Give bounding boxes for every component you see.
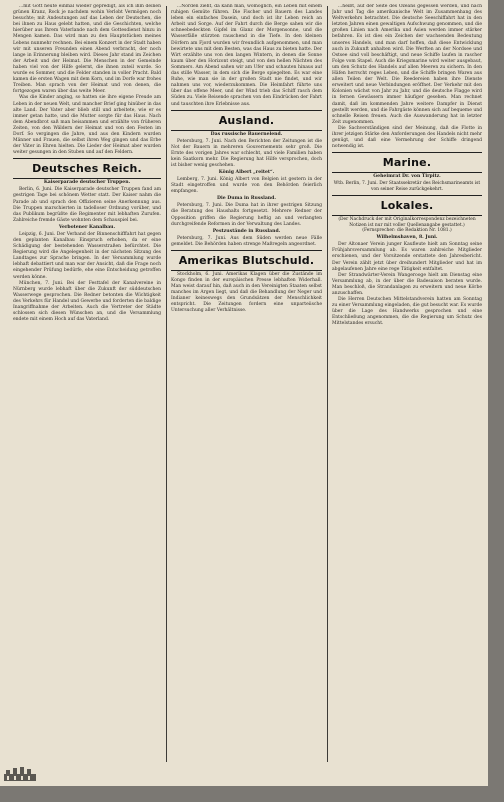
article-subheading: Kaiserparade deutscher Truppen. [43, 180, 131, 186]
article-text: Lemberg, 7. Juni. König Albert von Belgien ist gestern in der Stadt eingetroffen und wurde von den Behörden feierlich empfangen. [171, 177, 322, 195]
article-subheading: Verbotener Kanalbau. [58, 224, 116, 230]
body-text: ...mit Gott heute einmal wieder gepredigt, als ich ihm deinen grünen Kranz, Rock je nachdem wohin Verlobt Vermögen noch besuchte; mit Andeutungen auf das Leben der Deutschen, die bei ihnen zu Haus gelebt hatten, und die Geschichten, welche hierüber aus Ihrem Vaterlande nach dem Gottesdienst hinzu in Mengen kamen. Das wird man zu den Hauptstücken meines Lebens nunmehr rechnen. Bei einem Konzert in der Stadt haben wir mit unseren Freunden einen Abend verbracht, der noch lange in Erinnerung bleiben wird. Dieses Jahr stand im Zeichen der Arbeit und der Heimat. Die Menschen in der Gemeinde haben viel von der Hilfe gelernt, die ihnen zuteil wurde. So wurde es Sommer, und die Felder standen in voller Pracht. Bald kamen die ersten Wagen mit dem Korn, und im Dorfe war frohes Treiben. Man sprach von der Heimat und von denen, die fortgezogen waren über das weite Meer. [13, 4, 161, 95]
section-heading-box [332, 195, 482, 216]
body-text: ...Norden zieht, da kann man, womöglich, ein Leben mit einem ruhigen Gemüte führen. Die Fischer und Bauern des Landes leben ein einfaches Dasein, und doch ist ihr Leben reich an Arbeit und Sorge. Auf der Fahrt durch die Berge sahen wir die schneebedeckten Gipfel im Glanz der Morgensonne, und die Wasserfälle stürzten rauschend in die Tiefe. In den kleinen Dörfern am Fjord wurden wir freundlich aufgenommen, und man bewirtete uns mit dem Besten, was das Haus zu bieten hatte. Der Wirt erzählte uns von den langen Wintern, in denen die Sonne kaum über den Horizont steigt, und von den hellen Nächten des Sommers. Am Abend saßen wir am Ufer und schauten hinaus auf das stille Wasser, in dem sich die Berge spiegelten. Es war eine Ruhe, wie man sie in der großen Stadt nie findet, und wir nahmen uns vor, wiederzukommen. Die Heimfahrt führte uns über das offene Meer, und der Wind trieb das Schiff rasch dem Süden zu. Viele Reisende sprachen von den Eindrücken der Fahrt und tauschten ihre Erlebnisse aus. [171, 4, 322, 107]
column-right [332, 4, 482, 764]
article-note: (Der Nachdruck der mit Originalkorrespondenz bezeichneten Notizen ist nur mit voller Quellenangabe gestattet.) (Fernsprecher: die Redaktion Nr. 1081.) [338, 216, 476, 234]
article-text: Petersburg, 7. Juni. Nach den Berichten der Zeitungen ist die Not der Bauern in mehreren Gouvernements sehr groß. Die Ernte des vorigen Jahres war schlecht, und viele Familien haben kein Saatkorn mehr. Die Regierung hat Hilfe versprochen, doch ist bisher wenig geschehen. [171, 138, 322, 168]
article-subheading: Wilhelmshaven, 8. Juni. [376, 235, 438, 241]
section-heading-box [13, 158, 161, 179]
article-subheading: Die Duma in Russland. [217, 196, 276, 202]
library-stamp-icon [3, 766, 37, 782]
article-text: München, 7. Juni. Bei der Festtafel der Kanalvereine in Nürnberg wurde lebhaft über die Zukunft der süddeutschen Wasserwege gesprochen. Die Redner betonten die Wichtigkeit des Verkehrs für Handel und Gewerbe und forderten die baldige Inangriffnahme der Arbeiten. Auch die Vertreter der Städte schlossen sich diesen Wünschen an, und die Versammlung endete mit einem Hoch auf das Vaterland. [13, 280, 161, 323]
section-heading-box [171, 110, 322, 131]
article-text: Leipzig, 6. Juni. Der Verband der Binnenschifffahrt hat gegen den geplanten Kanalbau Einspruch erhoben, da er eine Schädigung der bestehenden Wasserstraßen befürchtet. Die Regierung wird die Angelegenheit in der nächsten Sitzung des Landtages zur Sprache bringen. In der Versammlung wurde lebhaft debattiert und man war der Ansicht, daß die Frage noch eingehender Prüfung bedürfe, ehe eine Entscheidung getroffen werden könne. [13, 231, 161, 280]
article-text: Berlin, 6. Juni. Die Kaiserparade deutscher Truppen fand am gestrigen Tage bei schönem Wetter statt. Der Kaiser nahm die Parade ab und sprach den Offizieren seine Anerkennung aus. Die Truppen marschierten in tadelloser Ordnung vorüber, und das Publikum begrüßte die Regimenter mit lebhaften Zurufen. Zahlreiche fremde Gäste wohnten dem Schauspiel bei. [13, 187, 161, 223]
section-heading-box [171, 250, 322, 271]
section-heading: Deutsches Reich. [32, 162, 142, 176]
column-left [13, 4, 161, 764]
article-text: Der Strandwärter-Verein Wangerooge hielt am Dienstag eine Versammlung ab, in der über die Badesaison beraten wurde. Man beschloß, die Strandanlagen zu erweitern und neue Körbe anzuschaffen. [332, 272, 482, 296]
column-rule [166, 6, 167, 762]
column-rule [327, 6, 328, 762]
article-note: Wtb. Berlin, 7. Juni. Der Staatssekretär des Reichsmarineamts ist von seiner Reise zurückgekehrt. [333, 181, 481, 193]
article-subheading: Geheimrat Dr. von Tirpitz. [373, 174, 441, 180]
article-text: Petersburg, 7. Juni. Die Duma hat in ihrer gestrigen Sitzung die Beratung des Haushalts fortgesetzt. Mehrere Redner der Opposition griffen die Regierung heftig an und verlangten durchgreifende Reformen in der Verwaltung des Landes. [171, 203, 322, 227]
article-text: Stockholm, 6. Juni. Amerikas Klagen über die Zustände im Kongo finden in der europäischen Presse lebhaften Widerhall. Man weist darauf hin, daß auch in den Vereinigten Staaten selbst manches im Argen liegt, und daß die Behandlung der Neger und Indianer keineswegs den Grundsätzen der Menschlichkeit entspricht. Die Zeitungen fordern eine unparteiische Untersuchung aller Verhältnisse. [171, 271, 322, 314]
body-text: Die Sachverständigen sind der Meinung, daß die Flotte in ihrer jetzigen Stärke den Anforderungen des Handels nicht mehr genügt, und daß eine Vermehrung der Schiffe dringend notwendig ist. [332, 125, 482, 150]
section-heading: Lokales. [380, 198, 434, 212]
body-text: Was die Kinder anging, so hatten sie ihre eigene Freude am Leben in der neuen Welt, und mancher Brief ging hinüber in das alte Land. Der Vater aber blieb still und arbeitete, wie er es immer getan hatte, und die Mutter sorgte für das Haus. Nach dem Abendbrot saß man beisammen und erzählte von früheren Zeiten, von den Wäldern der Heimat und von den Festen im Dorf. So vergingen die Jahre, und aus den Kindern wurden Männer und Frauen, die selbst ihren Weg gingen und das Erbe der Väter in Ehren hielten. Die Lieder der Heimat aber wurden weiter gesungen in den Stuben und auf den Feldern. [13, 95, 161, 156]
section-heading-box [332, 152, 482, 173]
article-text: Die Herren Deutschen Mittelstandverein hatten am Sonntag zu einer Versammlung eingeladen, die gut besucht war. Es wurde über die Lage des Handwerks gesprochen und eine Entschließung angenommen, die die Regierung um Schutz des Mittelstandes ersucht. [332, 297, 482, 327]
article-text: Der Altonaer Verein junger Kaufleute hielt am Sonntag seine Frühjahrsversammlung ab. Es waren zahlreiche Mitglieder erschienen, und der Vorsitzende erstattete den Jahresbericht. Der Verein zählt jetzt über dreihundert Mitglieder und hat im abgelaufenen Jahre eine rege Tätigkeit entfaltet. [332, 242, 482, 272]
section-heading: Ausland. [218, 113, 275, 127]
article-subheading: Das russische Bauernelend. [210, 131, 283, 137]
body-text: ...heißt, auf der Seite des Ozeans gegessen werden, und nach Jahr und Tag die amerikanische Welt im Zusammenhang des Weltverkehrs betrachtet. Die deutsche Seeschiffahrt hat in den letzten Jahren einen gewaltigen Aufschwung genommen, und die großen Linien nach Amerika und Asien werden immer stärker befahren. Es ist dies ein Zeichen der wachsenden Bedeutung unseres Handels, und man darf hoffen, daß diese Entwicklung auch in Zukunft anhalten wird. Die Werften an der Nordsee und Ostsee sind voll beschäftigt, und neue Schiffe laufen in rascher Folge vom Stapel. Auch die Kriegsmarine wird weiter ausgebaut, um den Schutz des Handels auf allen Meeren zu sichern. In den Häfen herrscht reges Leben, und die Schiffe bringen Waren aus allen Teilen der Welt. Die Reedereien haben ihre Dienste erweitert und neue Verbindungen eröffnet. Der Verkehr mit den Kolonien wächst von Jahr zu Jahr, und die deutsche Flagge wird in fernen Gewässern immer häufiger gesehen. Man rechnet damit, daß im kommenden Jahre weitere Dampfer in Dienst gestellt werden, und die Fahrgäste können sich auf bequeme und schnelle Reisen freuen. Auch die Auswanderung hat in letzter Zeit zugenommen. [332, 4, 482, 125]
article-text: Petersburg, 7. Juni. Aus dem Süden werden neue Fälle gemeldet. Die Behörden haben strenge Maßregeln angeordnet. [171, 235, 322, 247]
article-subheading: Pestzustände in Russland. [212, 228, 281, 234]
scan-border-bottom [0, 786, 504, 802]
section-heading: Marine. [382, 156, 432, 170]
section-heading: Amerikas Blutschuld. [178, 253, 315, 267]
scan-border-right [488, 0, 504, 802]
column-middle [171, 4, 322, 764]
article-subheading: König Albert „reitet“. [218, 170, 275, 176]
